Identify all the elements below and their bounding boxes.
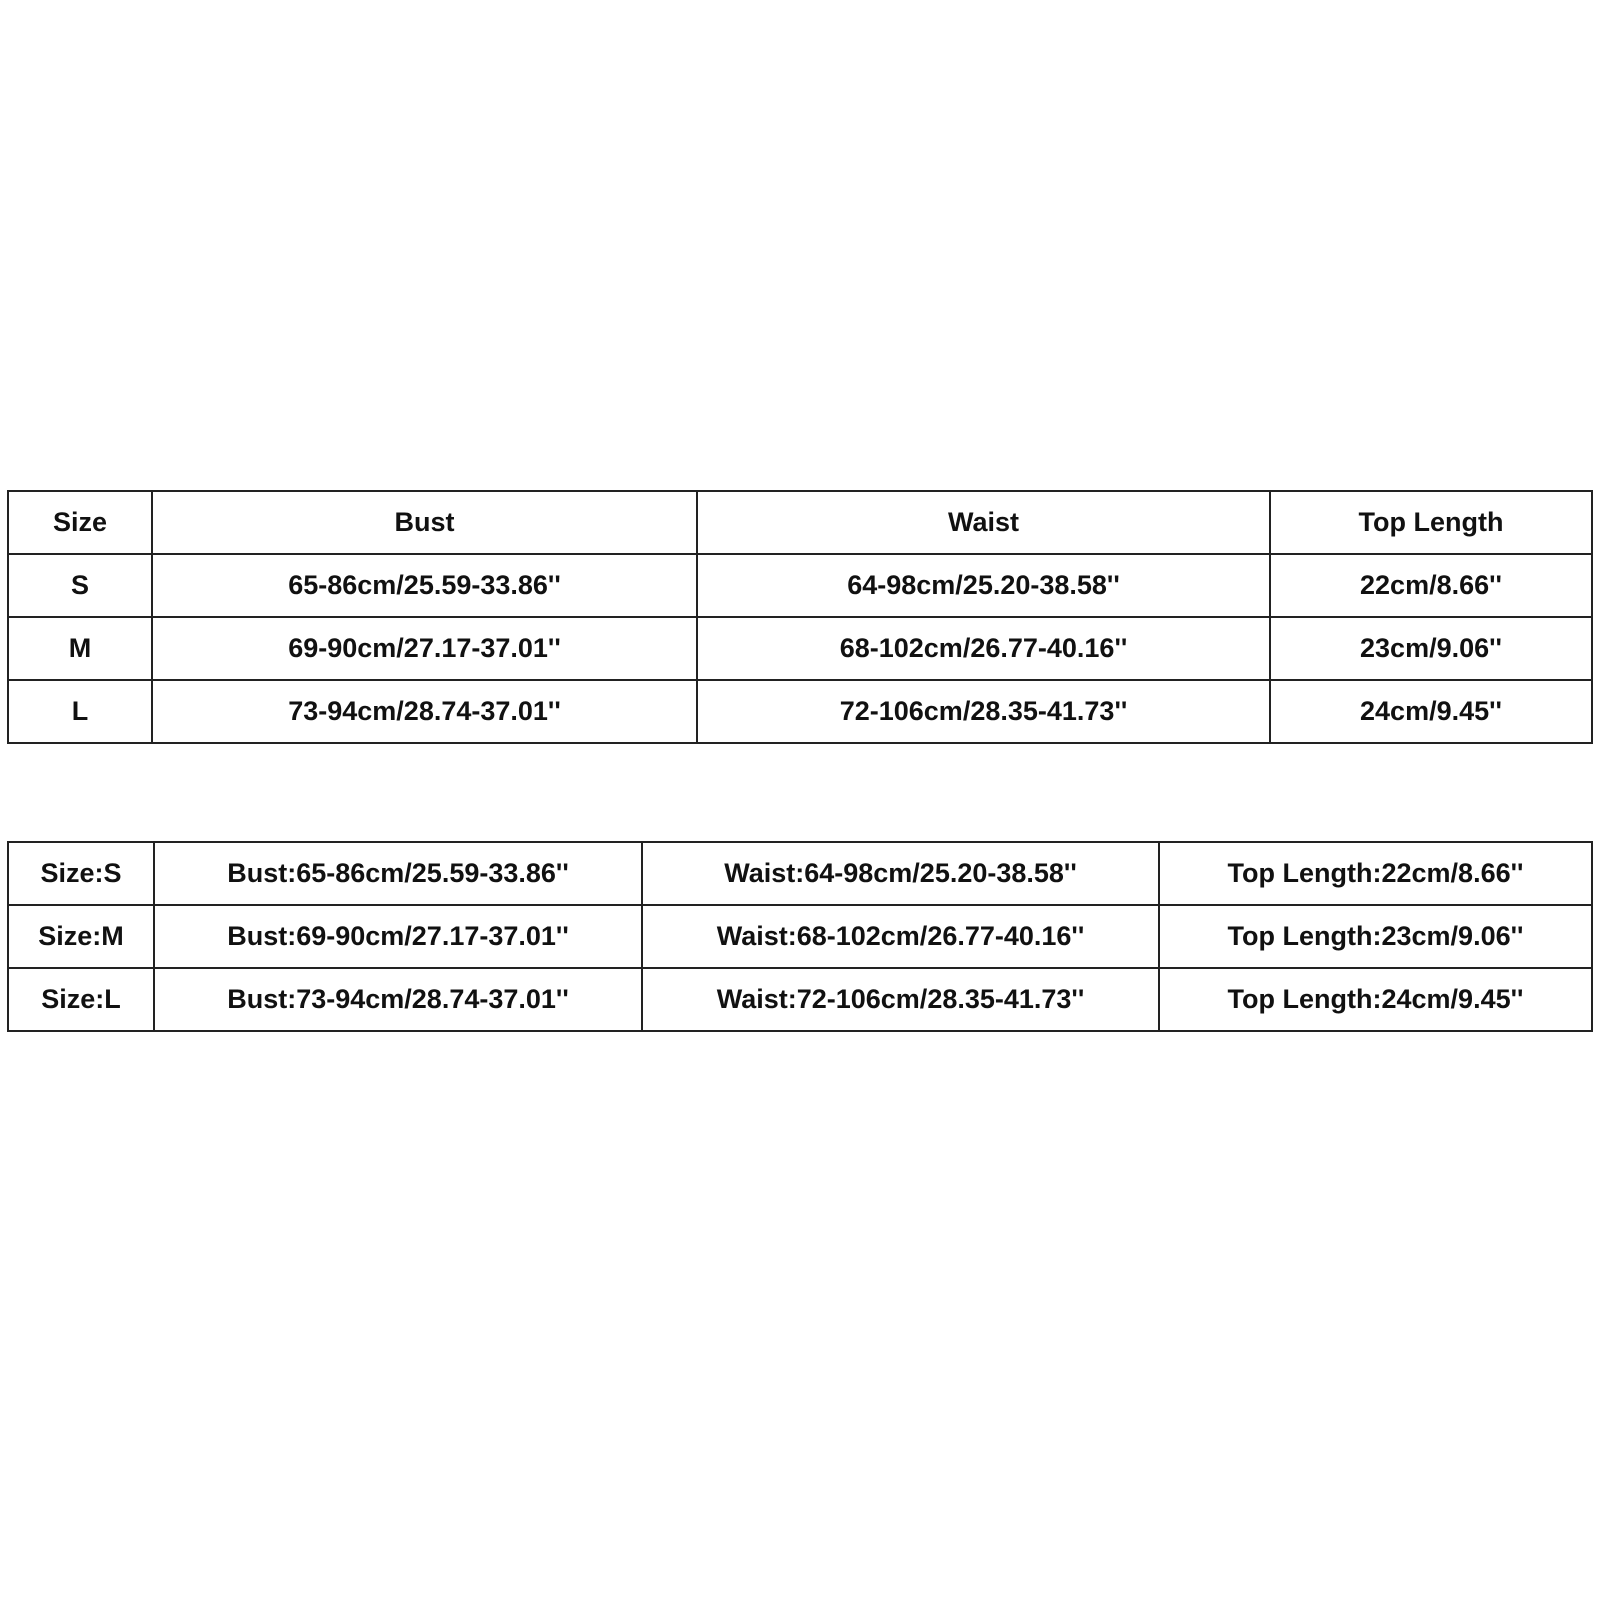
table-row <box>8 905 1592 968</box>
table-row <box>8 968 1592 1031</box>
header-top-length: Top Length <box>1270 491 1592 554</box>
size-chart-table <box>7 490 1593 744</box>
table-row <box>8 842 1592 905</box>
cell-size: L <box>8 680 152 743</box>
header-waist: Waist <box>697 491 1270 554</box>
size-chart-inline-table <box>7 841 1593 1032</box>
cell-size: S <box>8 554 152 617</box>
cell-bust: 73-94cm/28.74-37.01'' <box>152 680 697 743</box>
cell-waist: 72-106cm/28.35-41.73'' <box>697 680 1270 743</box>
cell-waist: 68-102cm/26.77-40.16'' <box>697 617 1270 680</box>
cell-bust: Bust:65-86cm/25.59-33.86'' <box>154 842 642 905</box>
cell-size: Size:M <box>8 905 154 968</box>
cell-top-length: Top Length:22cm/8.66'' <box>1159 842 1592 905</box>
cell-size: Size:S <box>8 842 154 905</box>
cell-size: Size:L <box>8 968 154 1031</box>
cell-bust: Bust:73-94cm/28.74-37.01'' <box>154 968 642 1031</box>
cell-top-length: Top Length:24cm/9.45'' <box>1159 968 1592 1031</box>
header-bust: Bust <box>152 491 697 554</box>
cell-top-length: 24cm/9.45'' <box>1270 680 1592 743</box>
table-row <box>8 617 1592 680</box>
cell-top-length: 23cm/9.06'' <box>1270 617 1592 680</box>
table-row <box>8 680 1592 743</box>
table-header-row <box>8 491 1592 554</box>
cell-waist: Waist:68-102cm/26.77-40.16'' <box>642 905 1159 968</box>
cell-top-length: Top Length:23cm/9.06'' <box>1159 905 1592 968</box>
cell-waist: Waist:64-98cm/25.20-38.58'' <box>642 842 1159 905</box>
cell-waist: Waist:72-106cm/28.35-41.73'' <box>642 968 1159 1031</box>
table-row <box>8 554 1592 617</box>
header-size: Size <box>8 491 152 554</box>
cell-bust: 69-90cm/27.17-37.01'' <box>152 617 697 680</box>
cell-top-length: 22cm/8.66'' <box>1270 554 1592 617</box>
cell-bust: Bust:69-90cm/27.17-37.01'' <box>154 905 642 968</box>
cell-size: M <box>8 617 152 680</box>
cell-waist: 64-98cm/25.20-38.58'' <box>697 554 1270 617</box>
cell-bust: 65-86cm/25.59-33.86'' <box>152 554 697 617</box>
